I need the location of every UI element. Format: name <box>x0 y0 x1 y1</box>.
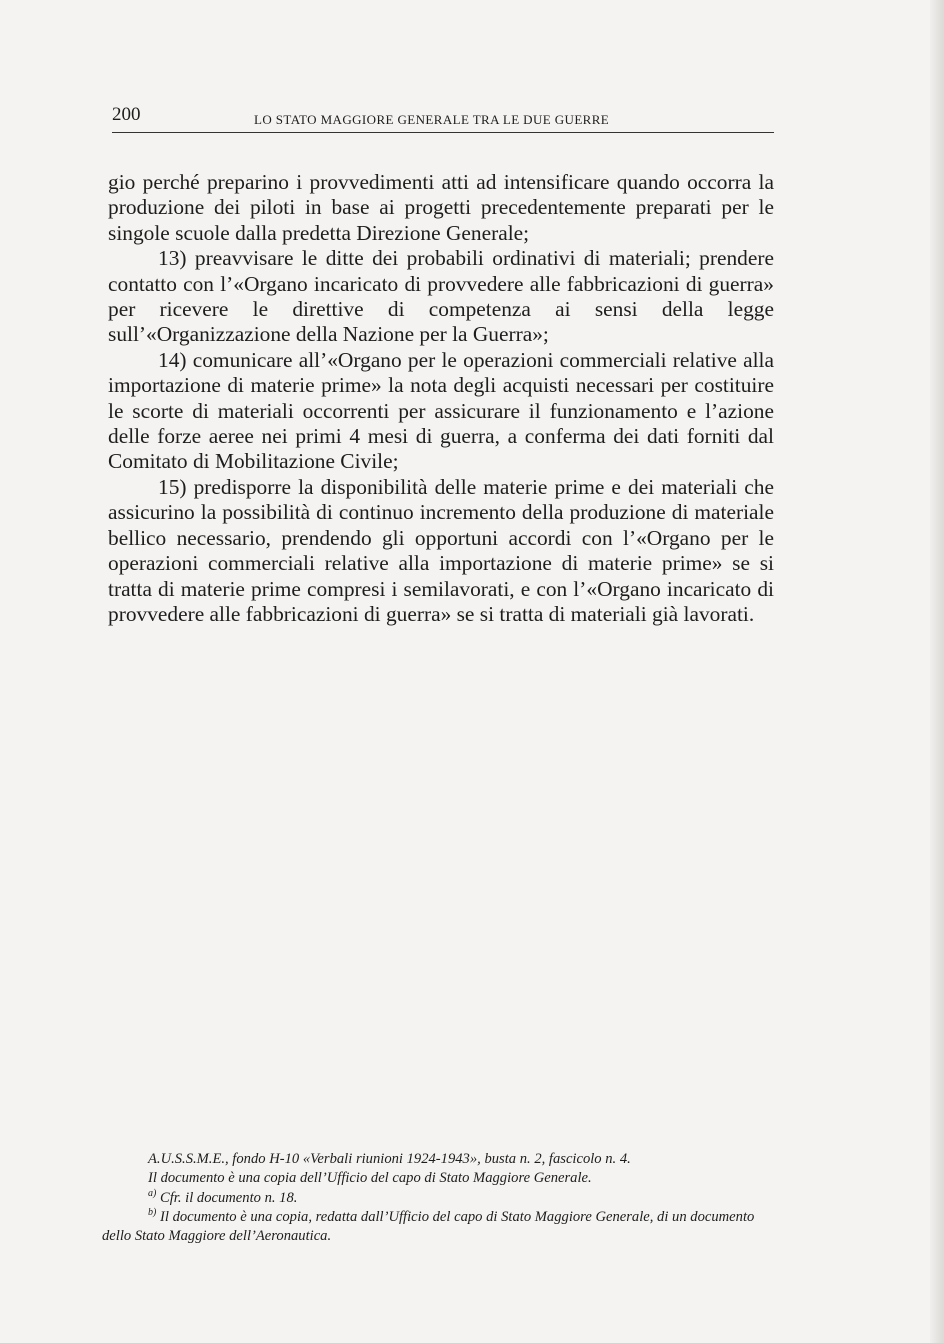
page-edge-shadow <box>930 0 944 1343</box>
paragraph-item-13: 13) preavvisare le ditte dei probabili ordinativi di materiali; prendere contatto con l’«Organo incaricato di provvedere alle fabbricazioni di guerra» per ricevere le direttive di competenza ai sensi della legge sull’«Organizzazione della Nazione per la Guerra»; <box>108 246 774 347</box>
body-text <box>108 170 774 627</box>
paragraph-item-15: 15) predisporre la disponibilità delle materie prime e dei materiali che assicurino la possibilità di continuo incremento della produzione di materiale bellico necessario, prendendo gli opportuni accordi con l’«Organo per le operazioni commerciali relative alla importazione di materie prime» se si tratta di materie prime compresi i semilavorati, e con l’«Organo incaricato di provvedere alle fabbricazioni di guerra» se si tratta di materiali già lavorati. <box>108 474 774 626</box>
footnote-a <box>102 1189 774 1208</box>
page-number: 200 <box>112 104 141 125</box>
footnote-source: A.U.S.S.M.E., fondo H-10 «Verbali riunioni 1924-1943», busta n. 2, fascicolo n. 4. <box>148 1151 631 1167</box>
footnote-copy-note: Il documento è una copia dell’Ufficio del capo di Stato Maggiore Generale. <box>148 1170 592 1187</box>
footnotes <box>102 1150 774 1246</box>
paragraph-continuation: gio perché preparino i provvedimenti atti ad intensificare quando occorra la produzione dei piloti in base ai progetti precedentemente preparati per le singole scuole dalla predetta Direzione Generale; <box>108 170 774 245</box>
page-header <box>112 104 774 133</box>
footnote-b-text: Il documento è una copia, redatta dall’Ufficio del capo di Stato Maggiore Generale, di un documento dello Stato Maggiore dell’Aeronautica. <box>102 1208 755 1245</box>
running-head: LO STATO MAGGIORE GENERALE TRA LE DUE GUERRE <box>254 112 610 127</box>
footnote-b <box>102 1208 774 1247</box>
footnote-b-marker: b) <box>148 1207 157 1219</box>
paragraph-item-14: 14) comunicare all’«Organo per le operazioni commerciali relative alla importazione di materie prime» la nota degli acquisti necessari per costituire le scorte di materiali occorrenti per assicurare il funzionamento e l’azione delle forze aeree nei primi 4 mesi di guerra, a conferma dei dati forniti dal Comitato di Mobilitazione Civile; <box>108 347 774 474</box>
footnote-a-marker: a) <box>148 1187 157 1199</box>
footnote-a-text: Cfr. il documento n. 18. <box>160 1189 298 1206</box>
